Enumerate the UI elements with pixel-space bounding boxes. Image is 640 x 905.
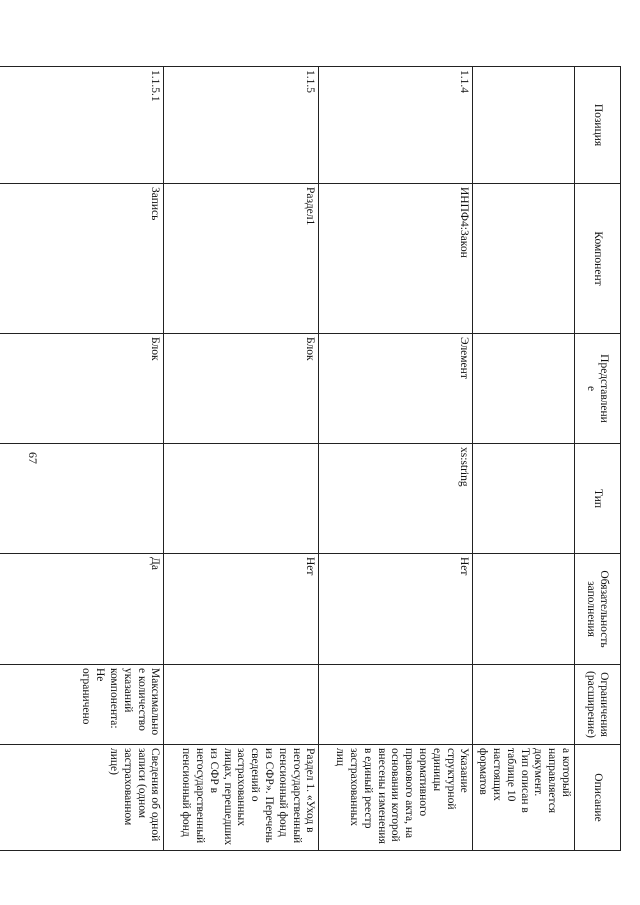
cell-component: ИНПФ4:Закон (319, 184, 473, 334)
cell-position: 1.1.4 (319, 67, 473, 184)
header-limits: Ограничения (расширение) (575, 665, 621, 745)
cell-position: 1.1.5 (164, 67, 319, 184)
table-row (0, 67, 164, 851)
cell-description: а который направляется документ. Тип описан в таблице 10 настоящих форматов (473, 745, 575, 851)
cell-component: Раздел1 (164, 184, 319, 334)
components-table (0, 66, 621, 851)
header-type: Тип (575, 444, 621, 554)
header-mandatory: Обязательность заполнения (575, 554, 621, 665)
cell-mandatory: Нет (319, 554, 473, 665)
cell-representation (473, 334, 575, 444)
cell-representation: Элемент (319, 334, 473, 444)
header-representation: Представлени е (575, 334, 621, 444)
page-number: 67 (26, 452, 40, 464)
document-table-rotated (72, 66, 621, 850)
cell-limits: Максимально е количество указаний компонента: Не ограничено (0, 665, 164, 745)
cell-position: 1.1.5.1 (0, 67, 164, 184)
cell-limits (319, 665, 473, 745)
header-component: Компонент (575, 184, 621, 334)
cell-representation: Блок (0, 334, 164, 444)
table-row (319, 67, 473, 851)
header-position: Позиция (575, 67, 621, 184)
header-row (575, 67, 621, 851)
cell-description: Раздел 1. «Уход в негосударственный пенсионный фонд из СФР». Перечень сведений о застрахованных лицах, перешедших из СФР в негосударственный пенсионный фонд (164, 745, 319, 851)
cell-component (473, 184, 575, 334)
cell-limits (164, 665, 319, 745)
cell-mandatory: Да (0, 554, 164, 665)
cell-component: Запись (0, 184, 164, 334)
cell-type: xs:string (319, 444, 473, 554)
cell-description: Сведения об одной записи (одном застрахованном лице) (0, 745, 164, 851)
cell-position (473, 67, 575, 184)
cell-type (473, 444, 575, 554)
cell-mandatory: Нет (164, 554, 319, 665)
cell-mandatory (473, 554, 575, 665)
header-description: Описание (575, 745, 621, 851)
cell-type (0, 444, 164, 554)
cell-representation: Блок (164, 334, 319, 444)
table-row (164, 67, 319, 851)
cell-type (164, 444, 319, 554)
cell-description: Указание структурной единицы нормативного правового акта, на основании которой внесены изменения в единый реестр застрахованных лиц (319, 745, 473, 851)
table-row (473, 67, 575, 851)
cell-limits (473, 665, 575, 745)
